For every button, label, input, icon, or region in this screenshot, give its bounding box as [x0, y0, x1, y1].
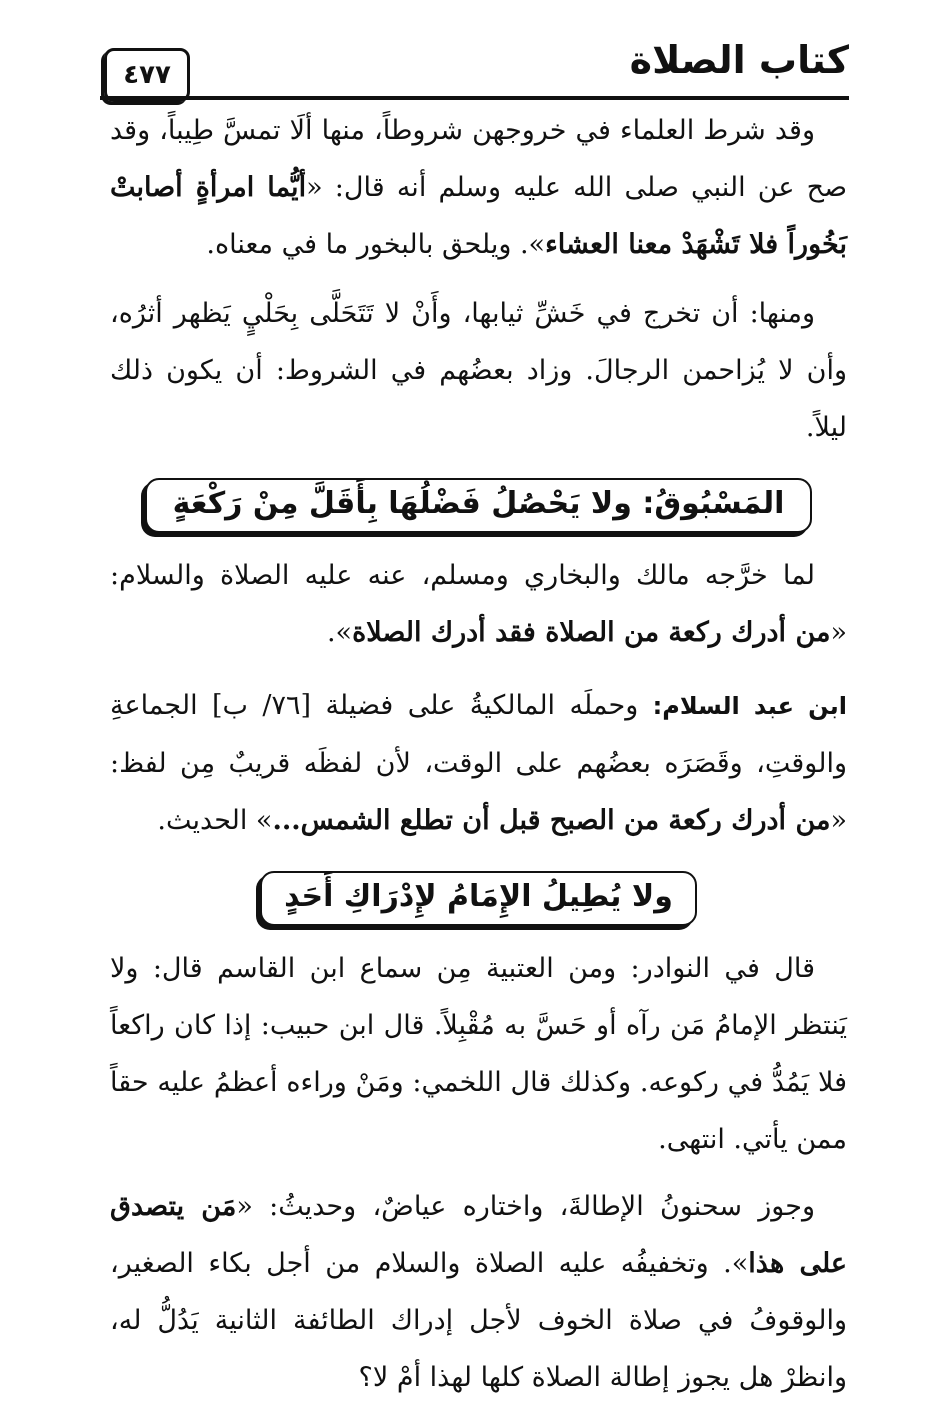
p1-text-b: ». ويلحق بالبخور ما في معناه. — [206, 229, 546, 260]
section-heading-masbuq: المَسْبُوقُ: ولا يَحْصُلُ فَضْلُهَا بِأَقَلَّ مِنْ رَكْعَةٍ — [145, 478, 813, 533]
p3-text-b: ». — [326, 617, 353, 648]
page-number-badge — [104, 48, 190, 102]
p2-text: ومنها: أن تخرج في خَشِّ ثيابها، وأَنْ لا تَتَحَلَّى بِحَلْيٍ يَظهر أثرُه، وأن لا يُزاحمن الرجالَ. وزاد بعضُهم في الشروط: أن يكون ذلك ليلاً. — [110, 298, 847, 443]
p6-hadith-quote: مَن يتصدق على هذا — [110, 1191, 847, 1279]
p3-text-a: لما خرَّجه مالك والبخاري ومسلم، عنه عليه الصلاة والسلام: « — [110, 560, 847, 648]
p3-hadith-quote: من أدرك ركعة من الصلاة فقد أدرك الصلاة — [352, 617, 831, 648]
paragraph-ibn-abd-salam — [110, 677, 847, 849]
heading-box-2 — [110, 871, 847, 926]
paragraph-hadith-rakah — [110, 547, 847, 661]
heading-box-1 — [110, 478, 847, 533]
p6-text-a: وجوز سحنونُ الإطالةَ، واختاره عياضٌ، وحديثُ: « — [236, 1191, 815, 1222]
paragraph-women-conditions — [110, 102, 847, 273]
p4-hadith-quote: من أدرك ركعة من الصبح قبل أن تطلع الشمس... — [272, 805, 831, 836]
p4-lead-name: ابن عبد السلام: — [652, 692, 848, 720]
p1-hadith-quote: أيُّما امرأةٍ أصابتْ بَخُوراً فلا تَشْهَدْ معنا العشاء — [110, 172, 847, 260]
p4-text-b: » الحديث. — [157, 805, 273, 836]
p6-text-b: ». وتخفيفُه عليه الصلاة والسلام من أجل بكاء الصغير، والوقوفُ في صلاة الخوف لأجل إدراك الطائفة الثانية يَدُلُّ له، وانظرْ هل يجوز إطالة الصلاة كلها لهذا أمْ لا؟ — [110, 1248, 847, 1393]
section-heading-imam: ولا يُطِيلُ الإِمَامُ لإِدْرَاكِ أَحَدٍ — [260, 871, 697, 926]
p1-text-a: وقد شرط العلماء في خروجهن شروطاً، منها ألَا تمسَّ طِيباً، وقد صح عن النبي صلى الله عليه وسلم أنه قال: « — [110, 115, 847, 203]
paragraph-sahnun — [110, 1178, 847, 1406]
p5-text: قال في النوادر: ومن العتبية مِن سماع ابن القاسم قال: ولا يَنتظر الإمامُ مَن رآه أو حَسَّ به مُقْبِلاً. قال ابن حبيب: إذا كان راكعاً فلا يَمُدُّ في ركوعه. وكذلك قال اللخمي: ومَنْ وراءه أعظمُ عليه حقاً ممن يأتي. انتهى. — [110, 953, 847, 1155]
page-header — [100, 30, 849, 102]
paragraph-more-conditions — [110, 285, 847, 456]
page-number: ٤٧٧ — [123, 60, 171, 90]
book-title: كتاب الصلاة — [629, 38, 849, 82]
paragraph-nawadir — [110, 940, 847, 1168]
p4-text-a: وحملَه المالكيةُ على فضيلة [٧٦/ ب] الجماعةِ والوقتِ، وقَصَرَه بعضُهم على الوقت، لأن لفظَه قريبٌ مِن لفظ: « — [110, 690, 847, 836]
page-body — [110, 100, 847, 1406]
